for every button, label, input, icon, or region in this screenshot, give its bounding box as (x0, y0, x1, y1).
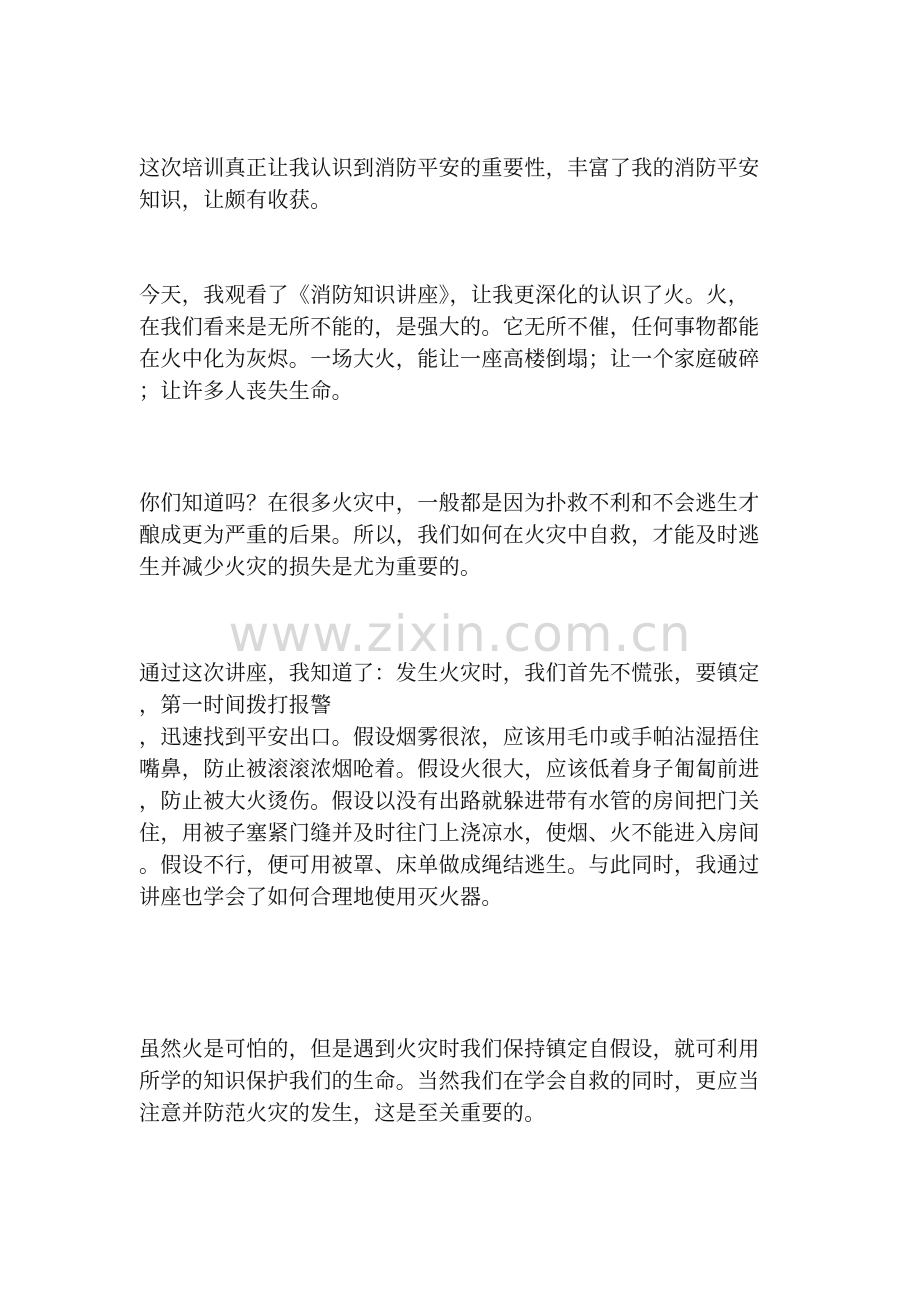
paragraph-line: ，防止被大火烫伤。假设以没有出路就躲进带有水管的房间把门关 (139, 789, 760, 813)
paragraph-line: ，迅速找到平安出口。假设烟雾很浓，应该用毛巾或手帕沾湿捂住 (139, 725, 760, 749)
paragraph-line: ；让许多人丧失生命。 (139, 379, 353, 403)
paragraph-line: 今天，我观看了《消防知识讲座》，让我更深化的认识了火。火， (139, 283, 750, 307)
paragraph-1 (139, 152, 779, 216)
paragraph-line: 嘴鼻，防止被滚滚浓烟呛着。假设火很大，应该低着身子匍匐前进 (139, 757, 760, 781)
paragraph-line: 你们知道吗？在很多火灾中，一般都是因为扑救不利和不会逃生才 (139, 491, 760, 515)
paragraph-line: 。假设不行，便可用被罩、床单做成绳结逃生。与此同时，我通过 (139, 853, 760, 877)
paragraph-4 (139, 657, 779, 913)
paragraph-line: 注意并防范火灾的发生，这是至关重要的。 (139, 1101, 546, 1125)
paragraph-line: 虽然火是可怕的，但是遇到火灾时我们保持镇定自假设，就可利用 (139, 1037, 760, 1061)
paragraph-line: 通过这次讲座，我知道了：发生火灾时，我们首先不慌张，要镇定 (139, 661, 760, 685)
paragraph-line: 在火中化为灰烬。一场大火，能让一座高楼倒塌；让一个家庭破碎 (139, 347, 760, 371)
paragraph-line: 讲座也学会了如何合理地使用灭火器。 (139, 885, 503, 909)
paragraph-line: 这次培训真正让我认识到消防平安的重要性，丰富了我的消防平安 (139, 156, 760, 180)
paragraph-line: 生并减少火灾的损失是尤为重要的。 (139, 555, 482, 579)
paragraph-5 (139, 1033, 779, 1129)
paragraph-line: 知识，让颇有收获。 (139, 188, 332, 212)
paragraph-2 (139, 279, 779, 407)
paragraph-line: 住，用被子塞紧门缝并及时往门上浇凉水，使烟、火不能进入房间 (139, 821, 760, 845)
paragraph-line: ，第一时间拨打报警 (139, 693, 332, 717)
paragraph-3 (139, 487, 779, 583)
paragraph-line: 在我们看来是无所不能的，是强大的。它无所不催，任何事物都能 (139, 315, 760, 339)
watermark: www.zixin.com.cn (228, 605, 692, 663)
paragraph-line: 所学的知识保护我们的生命。当然我们在学会自救的同时，更应当 (139, 1069, 760, 1093)
paragraph-line: 酿成更为严重的后果。所以，我们如何在火灾中自救，才能及时逃 (139, 523, 760, 547)
